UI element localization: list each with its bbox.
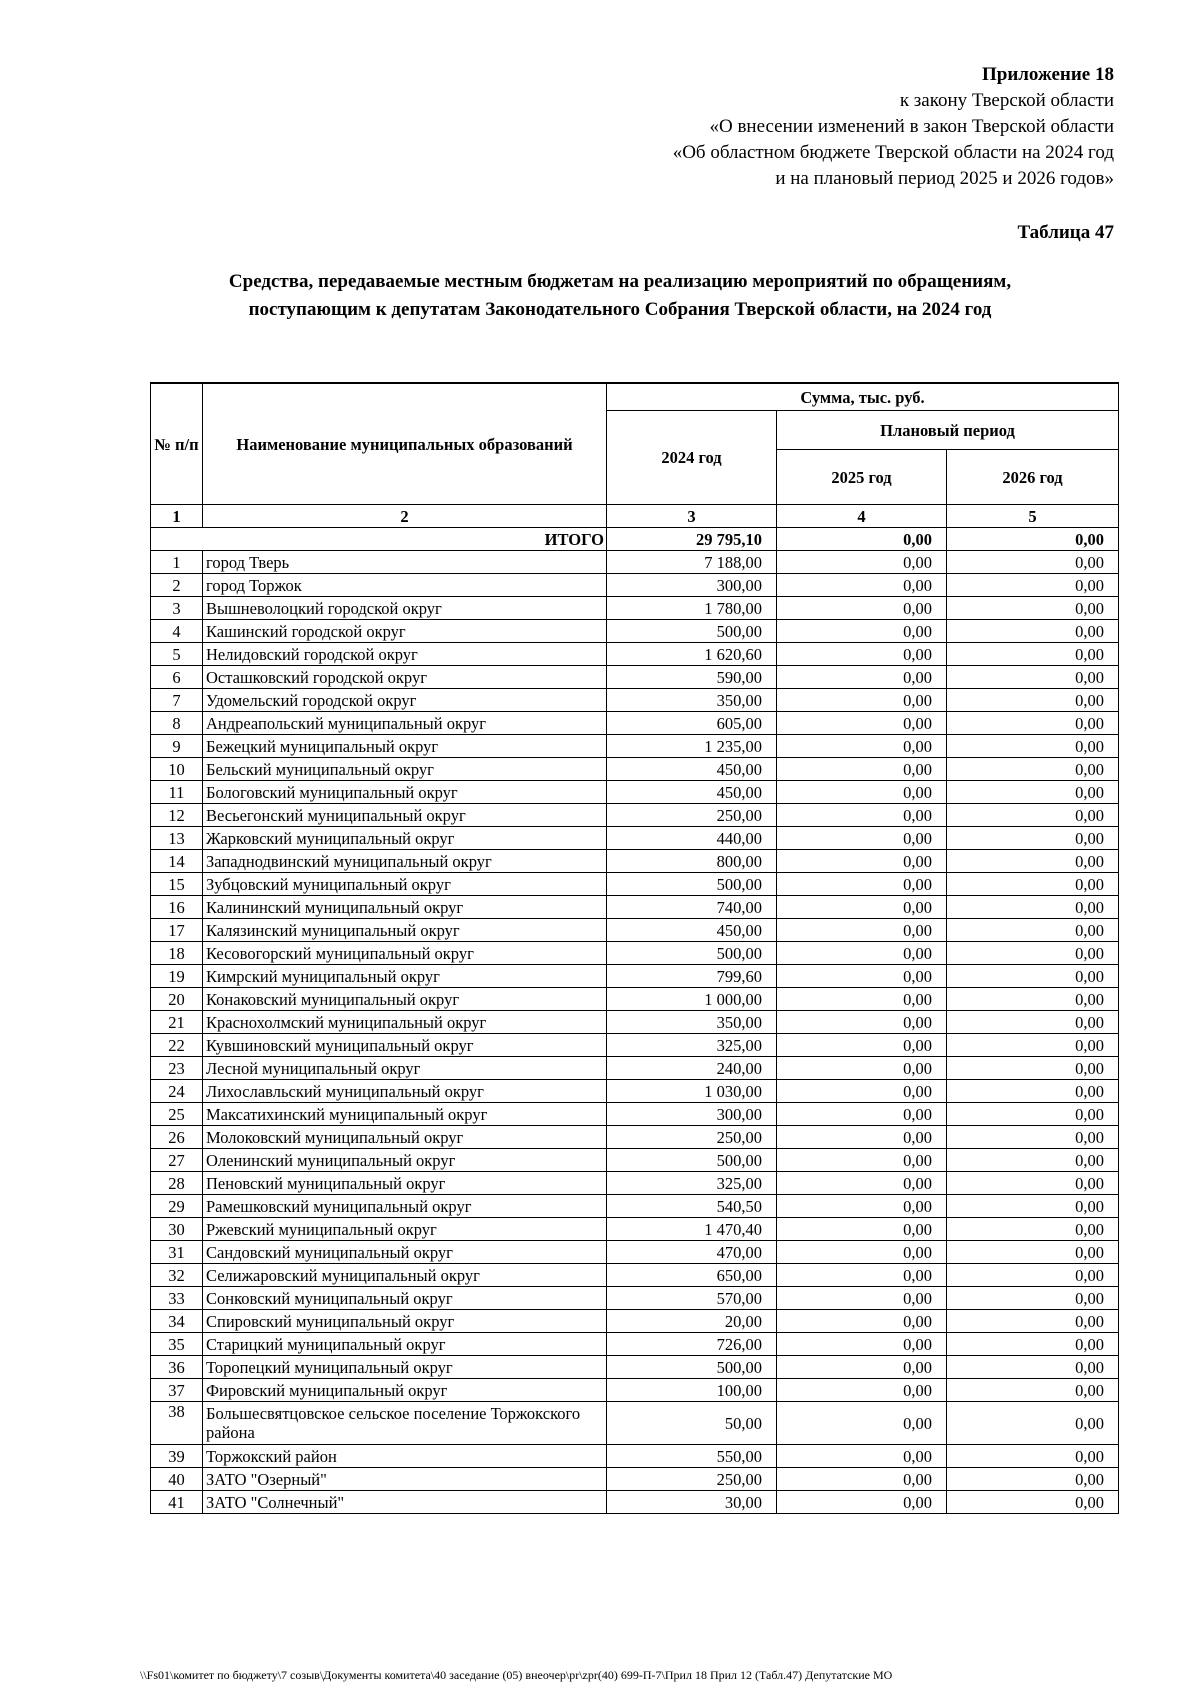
table-row [151, 574, 1119, 597]
amount-2025: 0,00 [777, 666, 947, 689]
municipality-name: ЗАТО "Озерный" [203, 1468, 607, 1491]
row-number: 21 [151, 1011, 203, 1034]
amount-2025: 0,00 [777, 1172, 947, 1195]
amount-2026: 0,00 [947, 1195, 1119, 1218]
header-line: и на плановый период 2025 и 2026 годов» [775, 168, 1114, 189]
row-number: 25 [151, 1103, 203, 1126]
appendix-header [494, 62, 1114, 192]
municipality-name: Фировский муниципальный округ [203, 1379, 607, 1402]
municipality-name: Торопецкий муниципальный округ [203, 1356, 607, 1379]
row-number: 13 [151, 827, 203, 850]
row-number: 4 [151, 620, 203, 643]
amount-2026: 0,00 [947, 1126, 1119, 1149]
municipality-name: Оленинский муниципальный округ [203, 1149, 607, 1172]
table-row [151, 551, 1119, 574]
amount-2026: 0,00 [947, 1149, 1119, 1172]
amount-2026: 0,00 [947, 1011, 1119, 1034]
municipality-name: Пеновский муниципальный округ [203, 1172, 607, 1195]
amount-2026: 0,00 [947, 1310, 1119, 1333]
table-row [151, 942, 1119, 965]
amount-2025: 0,00 [777, 574, 947, 597]
row-number: 23 [151, 1057, 203, 1080]
row-number: 11 [151, 781, 203, 804]
amount-2024: 250,00 [607, 804, 777, 827]
amount-2026: 0,00 [947, 1379, 1119, 1402]
row-number: 33 [151, 1287, 203, 1310]
table-row [151, 1356, 1119, 1379]
amount-2026: 0,00 [947, 1491, 1119, 1514]
row-number: 31 [151, 1241, 203, 1264]
amount-2025: 0,00 [777, 942, 947, 965]
row-number: 30 [151, 1218, 203, 1241]
municipality-name: Западнодвинский муниципальный округ [203, 850, 607, 873]
amount-2025: 0,00 [777, 712, 947, 735]
amount-2025: 0,00 [777, 1126, 947, 1149]
municipality-name: Старицкий муниципальный округ [203, 1333, 607, 1356]
municipality-name: Спировский муниципальный округ [203, 1310, 607, 1333]
amount-2024: 500,00 [607, 1356, 777, 1379]
amount-2025: 0,00 [777, 1356, 947, 1379]
total-2025: 0,00 [777, 528, 947, 551]
amount-2024: 500,00 [607, 1149, 777, 1172]
amount-2025: 0,00 [777, 1310, 947, 1333]
municipality-name: Кувшиновский муниципальный округ [203, 1034, 607, 1057]
row-number: 20 [151, 988, 203, 1011]
row-number: 24 [151, 1080, 203, 1103]
table-row [151, 1241, 1119, 1264]
table-row [151, 1103, 1119, 1126]
amount-2024: 7 188,00 [607, 551, 777, 574]
index-cell: 4 [777, 505, 947, 528]
amount-2024: 50,00 [607, 1402, 777, 1445]
table-row [151, 1379, 1119, 1402]
total-label: ИТОГО [151, 528, 607, 551]
municipality-name: ЗАТО "Солнечный" [203, 1491, 607, 1514]
row-number: 41 [151, 1491, 203, 1514]
amount-2025: 0,00 [777, 1218, 947, 1241]
municipality-name: Сонковский муниципальный округ [203, 1287, 607, 1310]
amount-2024: 550,00 [607, 1445, 777, 1468]
amount-2026: 0,00 [947, 1080, 1119, 1103]
row-number: 16 [151, 896, 203, 919]
amount-2025: 0,00 [777, 988, 947, 1011]
row-number: 39 [151, 1445, 203, 1468]
amount-2024: 1 030,00 [607, 1080, 777, 1103]
amount-2026: 0,00 [947, 919, 1119, 942]
amount-2026: 0,00 [947, 1241, 1119, 1264]
row-number: 5 [151, 643, 203, 666]
amount-2026: 0,00 [947, 965, 1119, 988]
amount-2024: 1 000,00 [607, 988, 777, 1011]
table-row [151, 689, 1119, 712]
amount-2024: 350,00 [607, 689, 777, 712]
amount-2024: 325,00 [607, 1172, 777, 1195]
amount-2026: 0,00 [947, 666, 1119, 689]
amount-2024: 1 470,40 [607, 1218, 777, 1241]
row-number: 7 [151, 689, 203, 712]
amount-2026: 0,00 [947, 1333, 1119, 1356]
row-number: 2 [151, 574, 203, 597]
row-number: 40 [151, 1468, 203, 1491]
municipality-name: Лихославльский муниципальный округ [203, 1080, 607, 1103]
municipality-name: Большесвятцовское сельское поселение Торжокского района [203, 1402, 607, 1445]
amount-2025: 0,00 [777, 896, 947, 919]
amount-2025: 0,00 [777, 1149, 947, 1172]
amount-2025: 0,00 [777, 551, 947, 574]
municipality-name: Вышневолоцкий городской округ [203, 597, 607, 620]
row-number: 34 [151, 1310, 203, 1333]
row-number: 12 [151, 804, 203, 827]
table-row [151, 850, 1119, 873]
title-line: Средства, передаваемые местным бюджетам на реализацию мероприятий по обращениям, [228, 271, 1012, 292]
row-number: 15 [151, 873, 203, 896]
amount-2026: 0,00 [947, 1402, 1119, 1445]
municipality-name: Лесной муниципальный округ [203, 1057, 607, 1080]
table-row [151, 804, 1119, 827]
municipality-name: Весьегонский муниципальный округ [203, 804, 607, 827]
amount-2025: 0,00 [777, 1402, 947, 1445]
municipality-name: Селижаровский муниципальный округ [203, 1264, 607, 1287]
amount-2024: 300,00 [607, 1103, 777, 1126]
amount-2024: 1 780,00 [607, 597, 777, 620]
amount-2024: 605,00 [607, 712, 777, 735]
amount-2025: 0,00 [777, 873, 947, 896]
amount-2025: 0,00 [777, 850, 947, 873]
col-header-number: № п/п [151, 383, 203, 505]
row-number: 3 [151, 597, 203, 620]
municipality-name: Максатихинский муниципальный округ [203, 1103, 607, 1126]
table-row [151, 965, 1119, 988]
table-row [151, 712, 1119, 735]
amount-2026: 0,00 [947, 574, 1119, 597]
table-row [151, 1011, 1119, 1034]
amount-2026: 0,00 [947, 1218, 1119, 1241]
table-row [151, 873, 1119, 896]
amount-2025: 0,00 [777, 1379, 947, 1402]
col-header-2024: 2024 год [607, 411, 777, 505]
amount-2026: 0,00 [947, 689, 1119, 712]
amount-2025: 0,00 [777, 597, 947, 620]
municipality-name: Удомельский городской округ [203, 689, 607, 712]
amount-2024: 500,00 [607, 942, 777, 965]
table-row [151, 1333, 1119, 1356]
amount-2025: 0,00 [777, 827, 947, 850]
amount-2024: 500,00 [607, 620, 777, 643]
amount-2026: 0,00 [947, 1445, 1119, 1468]
municipality-name: Торжокский район [203, 1445, 607, 1468]
amount-2026: 0,00 [947, 1264, 1119, 1287]
amount-2025: 0,00 [777, 1103, 947, 1126]
amount-2026: 0,00 [947, 1103, 1119, 1126]
municipality-name: Бельский муниципальный округ [203, 758, 607, 781]
amount-2025: 0,00 [777, 1241, 947, 1264]
table-row [151, 1287, 1119, 1310]
amount-2025: 0,00 [777, 1333, 947, 1356]
amount-2024: 240,00 [607, 1057, 777, 1080]
header-line: к закону Тверской области [899, 90, 1114, 111]
row-number: 8 [151, 712, 203, 735]
amount-2026: 0,00 [947, 1356, 1119, 1379]
amount-2025: 0,00 [777, 804, 947, 827]
amount-2026: 0,00 [947, 988, 1119, 1011]
amount-2025: 0,00 [777, 689, 947, 712]
table-row [151, 643, 1119, 666]
amount-2026: 0,00 [947, 873, 1119, 896]
municipality-name: Бежецкий муниципальный округ [203, 735, 607, 758]
row-number: 38 [151, 1402, 203, 1445]
amount-2026: 0,00 [947, 735, 1119, 758]
row-number: 36 [151, 1356, 203, 1379]
amount-2026: 0,00 [947, 1468, 1119, 1491]
amount-2024: 30,00 [607, 1491, 777, 1514]
amount-2024: 799,60 [607, 965, 777, 988]
table-row [151, 1126, 1119, 1149]
amount-2026: 0,00 [947, 1287, 1119, 1310]
amount-2024: 800,00 [607, 850, 777, 873]
amount-2026: 0,00 [947, 712, 1119, 735]
municipality-name: Краснохолмский муниципальный округ [203, 1011, 607, 1034]
index-cell: 3 [607, 505, 777, 528]
amount-2026: 0,00 [947, 1172, 1119, 1195]
municipality-name: Кашинский городской округ [203, 620, 607, 643]
total-2026: 0,00 [947, 528, 1119, 551]
amount-2026: 0,00 [947, 1034, 1119, 1057]
row-number: 29 [151, 1195, 203, 1218]
amount-2026: 0,00 [947, 942, 1119, 965]
municipality-name: Кимрский муниципальный округ [203, 965, 607, 988]
municipality-name: Сандовский муниципальный округ [203, 1241, 607, 1264]
row-number: 32 [151, 1264, 203, 1287]
table-row [151, 1218, 1119, 1241]
table-row [151, 1264, 1119, 1287]
col-header-name: Наименование муниципальных образований [203, 383, 607, 505]
amount-2026: 0,00 [947, 804, 1119, 827]
municipality-name: Калининский муниципальный округ [203, 896, 607, 919]
amount-2026: 0,00 [947, 781, 1119, 804]
header-line: «Об областном бюджете Тверской области на 2024 год [672, 142, 1114, 163]
amount-2024: 590,00 [607, 666, 777, 689]
row-number: 28 [151, 1172, 203, 1195]
table-row [151, 1057, 1119, 1080]
amount-2024: 100,00 [607, 1379, 777, 1402]
table-row [151, 1034, 1119, 1057]
table-row [151, 666, 1119, 689]
total-row [151, 528, 1119, 551]
row-number: 17 [151, 919, 203, 942]
table-row [151, 1149, 1119, 1172]
amount-2025: 0,00 [777, 643, 947, 666]
amount-2024: 740,00 [607, 896, 777, 919]
row-number: 37 [151, 1379, 203, 1402]
amount-2025: 0,00 [777, 735, 947, 758]
municipality-name: Зубцовский муниципальный округ [203, 873, 607, 896]
appendix-number: Приложение 18 [981, 64, 1114, 85]
amount-2025: 0,00 [777, 1287, 947, 1310]
amount-2025: 0,00 [777, 781, 947, 804]
header-line: «О внесении изменений в закон Тверской области [709, 116, 1114, 137]
amount-2024: 350,00 [607, 1011, 777, 1034]
amount-2026: 0,00 [947, 620, 1119, 643]
row-number: 1 [151, 551, 203, 574]
amount-2024: 500,00 [607, 873, 777, 896]
municipality-name: Молоковский муниципальный округ [203, 1126, 607, 1149]
index-cell: 5 [947, 505, 1119, 528]
table-row [151, 988, 1119, 1011]
budget-table [150, 382, 1119, 1514]
amount-2025: 0,00 [777, 965, 947, 988]
municipality-name: Конаковский муниципальный округ [203, 988, 607, 1011]
amount-2024: 250,00 [607, 1468, 777, 1491]
row-number: 10 [151, 758, 203, 781]
amount-2024: 470,00 [607, 1241, 777, 1264]
table-row [151, 781, 1119, 804]
amount-2024: 540,50 [607, 1195, 777, 1218]
amount-2026: 0,00 [947, 896, 1119, 919]
municipality-name: Нелидовский городской округ [203, 643, 607, 666]
table-row [151, 1080, 1119, 1103]
amount-2025: 0,00 [777, 1057, 947, 1080]
amount-2024: 20,00 [607, 1310, 777, 1333]
row-number: 14 [151, 850, 203, 873]
amount-2024: 570,00 [607, 1287, 777, 1310]
table-row [151, 597, 1119, 620]
amount-2025: 0,00 [777, 919, 947, 942]
amount-2026: 0,00 [947, 1057, 1119, 1080]
municipality-name: Бологовский муниципальный округ [203, 781, 607, 804]
amount-2026: 0,00 [947, 551, 1119, 574]
row-number: 26 [151, 1126, 203, 1149]
row-number: 35 [151, 1333, 203, 1356]
municipality-name: Андреапольский муниципальный округ [203, 712, 607, 735]
amount-2024: 1 620,60 [607, 643, 777, 666]
municipality-name: Кесовогорский муниципальный округ [203, 942, 607, 965]
table-row [151, 620, 1119, 643]
amount-2024: 726,00 [607, 1333, 777, 1356]
row-number: 6 [151, 666, 203, 689]
title-line: поступающим к депутатам Законодательного Собрания Тверской области, на 2024 год [248, 299, 992, 320]
table-row [151, 1310, 1119, 1333]
row-number: 18 [151, 942, 203, 965]
amount-2025: 0,00 [777, 1080, 947, 1103]
table-row [151, 1195, 1119, 1218]
total-2024: 29 795,10 [607, 528, 777, 551]
col-header-sum: Сумма, тыс. руб. [607, 383, 1119, 411]
amount-2025: 0,00 [777, 1468, 947, 1491]
index-cell: 2 [203, 505, 607, 528]
col-header-plan: Плановый период [777, 411, 1119, 450]
row-number: 9 [151, 735, 203, 758]
table-row [151, 1468, 1119, 1491]
amount-2024: 450,00 [607, 758, 777, 781]
amount-2024: 450,00 [607, 919, 777, 942]
amount-2024: 1 235,00 [607, 735, 777, 758]
amount-2025: 0,00 [777, 1011, 947, 1034]
amount-2024: 450,00 [607, 781, 777, 804]
table-row [151, 827, 1119, 850]
row-number: 22 [151, 1034, 203, 1057]
table-row [151, 735, 1119, 758]
amount-2025: 0,00 [777, 1264, 947, 1287]
table-number: Таблица 47 [1017, 222, 1114, 243]
table-row [151, 1445, 1119, 1468]
row-number: 27 [151, 1149, 203, 1172]
amount-2025: 0,00 [777, 620, 947, 643]
amount-2024: 440,00 [607, 827, 777, 850]
municipality-name: Осташковский городской округ [203, 666, 607, 689]
amount-2025: 0,00 [777, 758, 947, 781]
row-number: 19 [151, 965, 203, 988]
file-path-footer: \\Fs01\комитет по бюджету\7 созыв\Документы комитета\40 заседание (05) внеочер\pr\zpr(40) 699-П-7\Прил 18 Прил 12 (Табл.47) Депутатские МО [140, 1668, 893, 1682]
table-row [151, 896, 1119, 919]
amount-2025: 0,00 [777, 1445, 947, 1468]
amount-2024: 650,00 [607, 1264, 777, 1287]
amount-2026: 0,00 [947, 597, 1119, 620]
amount-2025: 0,00 [777, 1195, 947, 1218]
amount-2024: 300,00 [607, 574, 777, 597]
table-row [151, 1491, 1119, 1514]
amount-2026: 0,00 [947, 643, 1119, 666]
amount-2024: 250,00 [607, 1126, 777, 1149]
municipality-name: город Тверь [203, 551, 607, 574]
amount-2025: 0,00 [777, 1034, 947, 1057]
municipality-name: город Торжок [203, 574, 607, 597]
document-title [140, 268, 1100, 324]
municipality-name: Рамешковский муниципальный округ [203, 1195, 607, 1218]
col-header-2026: 2026 год [947, 450, 1119, 505]
amount-2026: 0,00 [947, 758, 1119, 781]
table-row [151, 919, 1119, 942]
amount-2026: 0,00 [947, 850, 1119, 873]
municipality-name: Жарковский муниципальный округ [203, 827, 607, 850]
amount-2026: 0,00 [947, 827, 1119, 850]
municipality-name: Калязинский муниципальный округ [203, 919, 607, 942]
amount-2024: 325,00 [607, 1034, 777, 1057]
table-row [151, 1172, 1119, 1195]
index-cell: 1 [151, 505, 203, 528]
amount-2025: 0,00 [777, 1491, 947, 1514]
table-row [151, 1402, 1119, 1445]
table-row [151, 758, 1119, 781]
col-header-2025: 2025 год [777, 450, 947, 505]
municipality-name: Ржевский муниципальный округ [203, 1218, 607, 1241]
